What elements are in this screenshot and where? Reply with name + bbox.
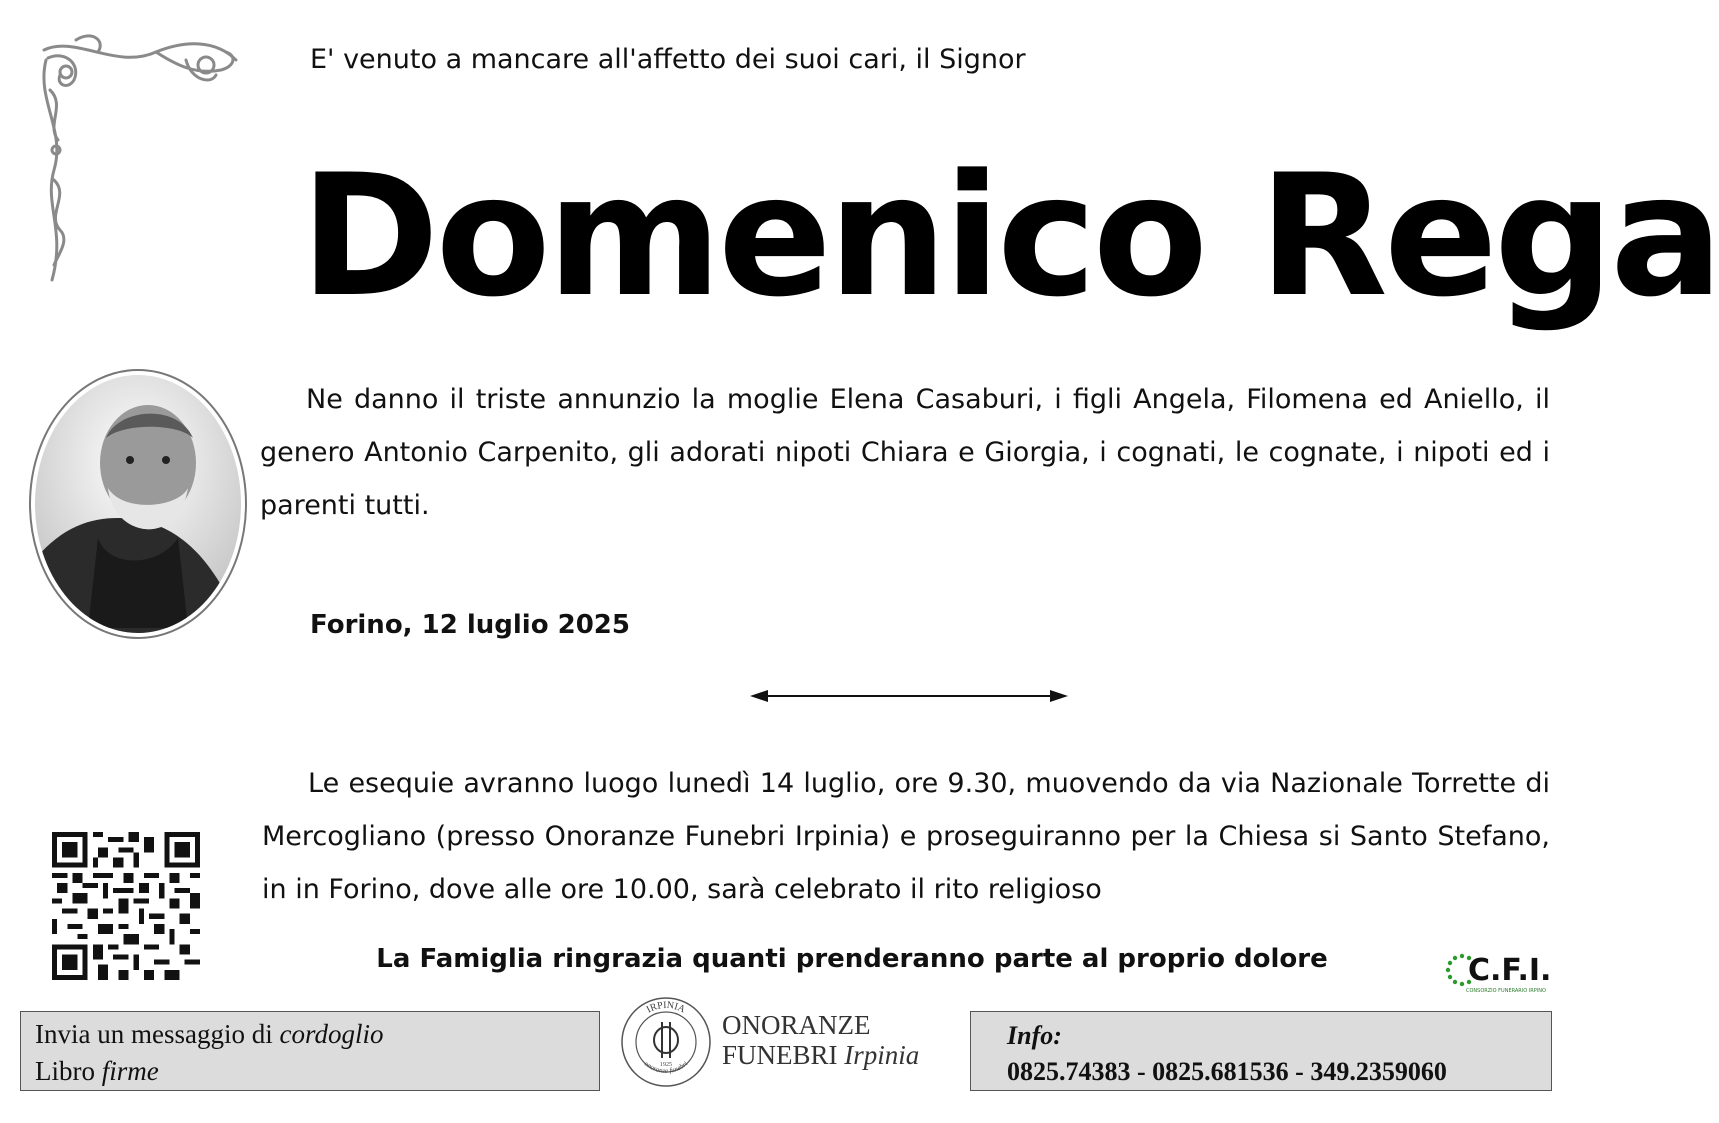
cfi-logo [1442, 948, 1552, 998]
deceased-name: Domenico Rega [300, 138, 1719, 334]
logo-line-1: ONORANZE [722, 1010, 871, 1040]
seal-year-text: 1925 [660, 1062, 672, 1068]
double-arrow-icon [750, 686, 1068, 706]
announcement-paragraph: Ne danno il triste annunzio la moglie Elena Casaburi, i figli Angela, Filomena ed Aniello, il genero Antonio Carpenito, gli adorati nipoti Chiara e Giorgia, i cognati, le cognate, i nipoti ed i parenti tutti. [260, 384, 1550, 521]
condolence-link[interactable] [35, 1016, 585, 1053]
qr-code-icon[interactable] [52, 832, 200, 980]
info-label: Info: [1007, 1021, 1062, 1050]
logo-line-2 [722, 1040, 919, 1070]
oval-portrait [28, 368, 248, 640]
funeral-paragraph: Le esequie avranno luogo lunedì 14 luglio, ore 9.30, muovendo da via Nazionale Torrette di Mercogliano (presso Onoranze Funebri Irpinia) e proseguiranno per la Chiesa si Santo Stefano, in in Forino, dove alle ore 10.00, sarà celebrato il rito religioso [262, 768, 1550, 905]
logo-line-2-italic: Irpinia [844, 1040, 920, 1070]
guestbook-italic: firme [101, 1056, 159, 1086]
dateline: Forino, 12 luglio 2025 [310, 610, 630, 640]
seal-top-text: IRPINIA [644, 999, 687, 1016]
funeral-home-seal-icon [618, 990, 714, 1090]
seal-bottom-text: onoranze funebri [642, 1059, 690, 1075]
svg-text:IRPINIA [645, 1000, 688, 1016]
guestbook-text: Libro [35, 1056, 102, 1086]
intro-text: E' venuto a mancare all'affetto dei suoi cari, il Signor [310, 44, 1026, 75]
guestbook-link[interactable] [35, 1053, 585, 1090]
condolence-italic: cordoglio [279, 1019, 384, 1049]
phone-numbers[interactable]: 0825.74383 - 0825.681536 - 349.2359060 [1007, 1057, 1447, 1086]
funeral-home-name [722, 1010, 919, 1070]
logo-line-2-text: FUNEBRI [722, 1040, 845, 1070]
info-box [970, 1011, 1552, 1091]
cfi-text: C.F.I. [1468, 953, 1552, 988]
condolence-box[interactable] [20, 1011, 600, 1091]
condolence-text: Invia un messaggio di [35, 1019, 280, 1049]
cfi-subtitle: CONSORZIO FUNERARIO IRPINO [1466, 988, 1546, 994]
thanks-line: La Famiglia ringrazia quanti prenderanno parte al proprio dolore [376, 944, 1328, 974]
